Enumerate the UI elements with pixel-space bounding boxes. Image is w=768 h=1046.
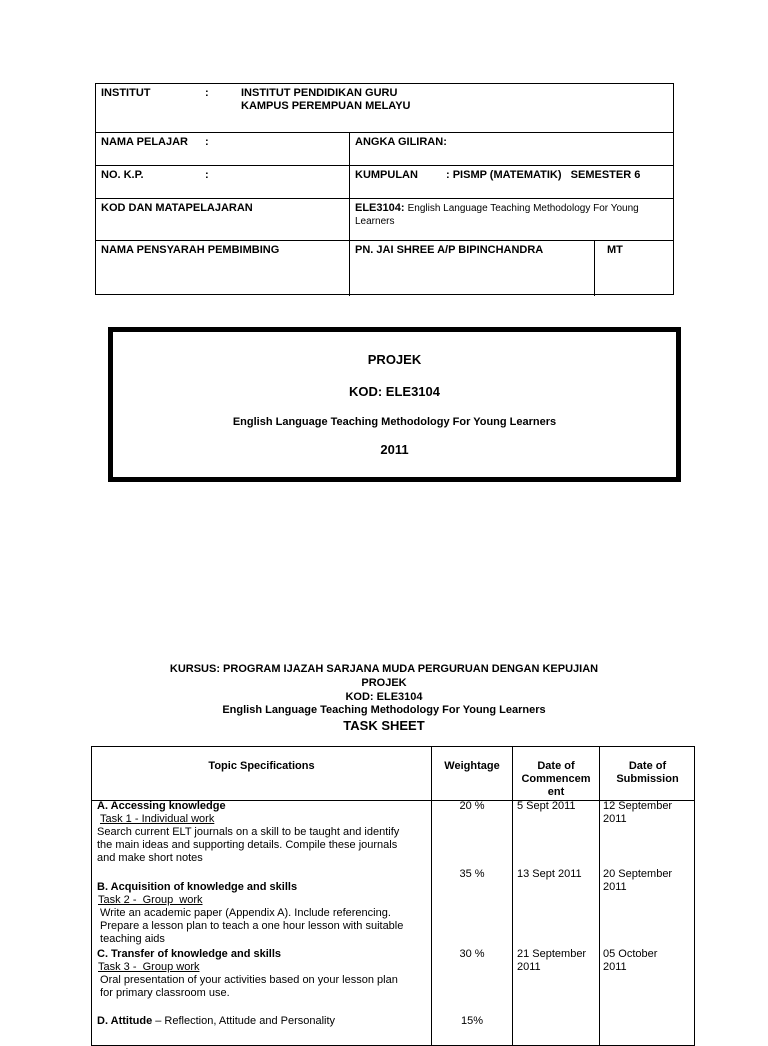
project-year: 2011 [380, 442, 409, 457]
angka-giliran-label: ANGKA GILIRAN: [349, 133, 673, 165]
row-a-desc1: Search current ELT journals on a skill to be taught and identify [97, 826, 400, 838]
row-b-desc2: Prepare a lesson plan to teach a one hour lesson with suitable [97, 920, 404, 932]
course-heading: English Language Teaching Methodology For Young Learners [222, 704, 546, 716]
project-box [108, 327, 681, 482]
row-c-task: Task 3 - Group work [98, 961, 200, 973]
row-c-desc1: Oral presentation of your activities based on your lesson plan [97, 974, 398, 986]
row-c-weight: 30 % [459, 948, 485, 960]
info-row-kp [96, 166, 673, 199]
row-c-start: 21 September 2011 [517, 948, 587, 973]
task-row-a [97, 800, 427, 865]
student-info-table [95, 83, 674, 295]
institut-value-line2: KAMPUS PEREMPUAN MELAYU [241, 100, 411, 112]
nama-pelajar-colon: : [205, 136, 209, 148]
row-a-desc2: the main ideas and supporting details. Compile these journals [97, 839, 398, 851]
kursus-heading: KURSUS: PROGRAM IJAZAH SARJANA MUDA PERGURUAN DENGAN KEPUJIAN [169, 663, 599, 675]
kod-code: ELE3104: [355, 202, 405, 214]
info-row-kod [96, 199, 673, 241]
row-a-task: Task 1 - Individual work [100, 813, 215, 825]
pensyarah-label: NAMA PENSYARAH PEMBIMBING [101, 244, 280, 256]
pensyarah-value: PN. JAI SHREE A/P BIPINCHANDRA [349, 241, 594, 296]
row-b-start: 13 Sept 2011 [517, 868, 582, 880]
task-row-d [97, 1015, 427, 1028]
task-row-c [97, 948, 427, 1000]
row-d-title-rest: – Reflection, Attitude and Personality [152, 1015, 336, 1027]
nama-pelajar-label: NAMA PELAJAR [101, 136, 188, 148]
task-table [91, 746, 695, 1046]
row-b-weight: 35 % [459, 868, 485, 880]
info-row-nama [96, 133, 673, 166]
institut-value-line1: INSTITUT PENDIDIKAN GURU [241, 87, 398, 99]
projek-heading: PROJEK [361, 677, 407, 689]
project-course: English Language Teaching Methodology For Young Learners [232, 416, 557, 428]
row-c-desc2: for primary classroom use. [97, 987, 230, 999]
task-row-b [97, 881, 427, 946]
institut-label: INSTITUT [101, 87, 151, 99]
row-a-start: 5 Sept 2011 [517, 800, 576, 812]
info-row-pensyarah [96, 241, 673, 296]
row-b-task: Task 2 - Group work [98, 894, 203, 906]
row-a-weight: 20 % [459, 800, 485, 812]
project-title: PROJEK [367, 352, 422, 367]
pensyarah-extra: MT [594, 241, 673, 296]
no-kp-colon: : [205, 169, 209, 181]
kumpulan-value: : PISMP (MATEMATIK) SEMESTER 6 [446, 169, 641, 181]
kumpulan-label: KUMPULAN [355, 169, 418, 181]
header-topic: Topic Specifications [208, 760, 315, 772]
row-a-end: 12 September 2011 [603, 800, 673, 825]
header-commencement: Date of Commencem ent [521, 760, 591, 798]
task-sheet-heading: TASK SHEET [343, 718, 425, 733]
project-code: KOD: ELE3104 [348, 384, 441, 399]
kod-heading: KOD: ELE3104 [345, 691, 423, 703]
institut-colon: : [205, 87, 209, 99]
row-d-title: D. Attitude [97, 1015, 153, 1027]
header-submission: Date of Submission [616, 760, 679, 785]
no-kp-label: NO. K.P. [101, 169, 144, 181]
row-a-desc3: and make short notes [97, 852, 203, 864]
row-b-end: 20 September 2011 [603, 868, 673, 893]
row-c-end: 05 October 2011 [603, 948, 658, 973]
header-weightage: Weightage [444, 760, 500, 772]
row-b-desc3: teaching aids [97, 933, 165, 945]
kod-label: KOD DAN MATAPELAJARAN [101, 202, 253, 214]
row-b-desc1: Write an academic paper (Appendix A). Include referencing. [97, 907, 391, 919]
row-a-title: A. Accessing knowledge [97, 800, 226, 812]
info-row-institut [96, 84, 673, 133]
row-d-weight: 15% [460, 1015, 484, 1027]
kod-name: English Language Teaching Methodology For Young Learners [355, 203, 639, 227]
row-b-title: B. Acquisition of knowledge and skills [97, 881, 298, 893]
row-c-title: C. Transfer of knowledge and skills [97, 948, 281, 960]
